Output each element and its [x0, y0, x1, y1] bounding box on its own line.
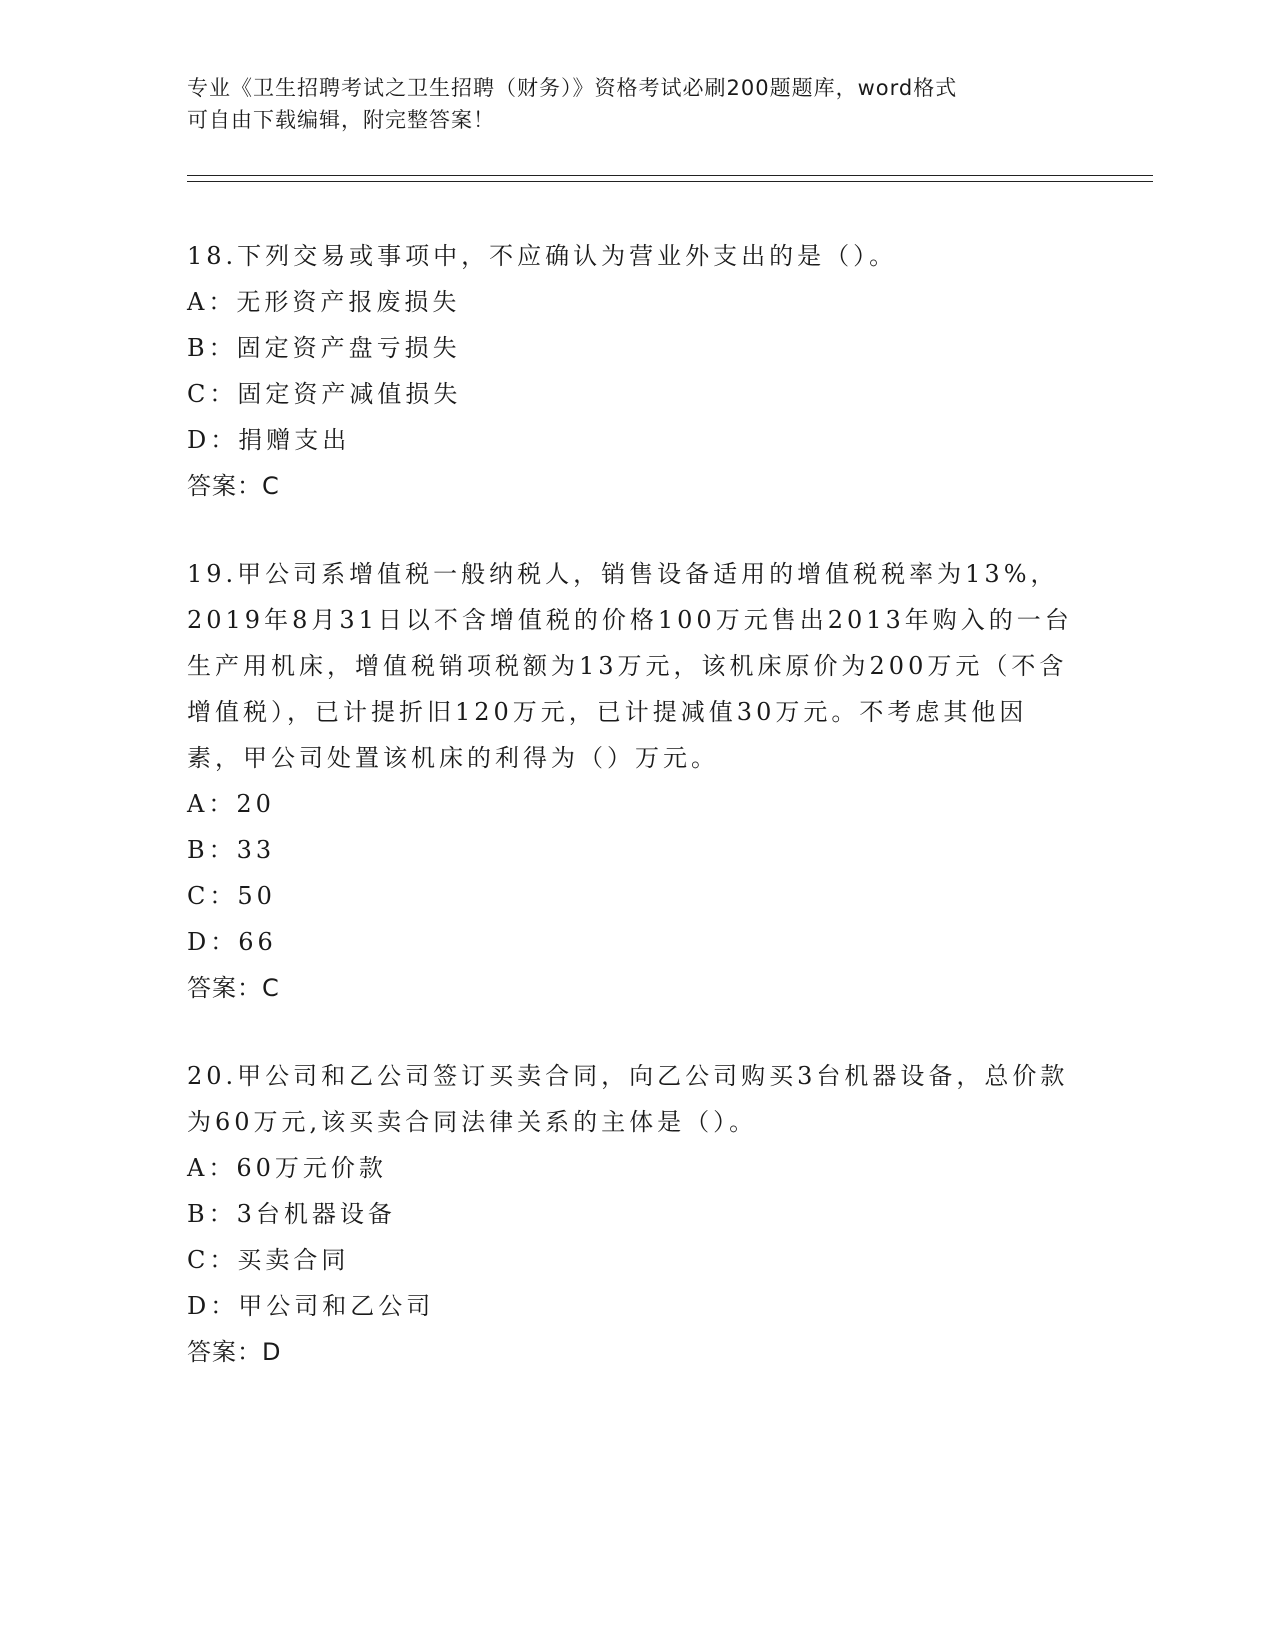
header-line-2: 可自由下载编辑，附完整答案！	[187, 108, 495, 132]
option-b: B：3台机器设备	[187, 1200, 396, 1228]
option-a: A：60万元价款	[187, 1154, 387, 1182]
option-a: A：20	[187, 790, 275, 818]
header-line-1: 专业《卫生招聘考试之卫生招聘（财务）》资格考试必刷200题题库，word格式	[187, 76, 958, 100]
question-stem: 18.下列交易或事项中，不应确认为营业外支出的是（）。	[187, 242, 898, 270]
option-d: D：捐赠支出	[187, 426, 351, 454]
document-header	[187, 72, 1087, 136]
question-stem: 19.甲公司系增值税一般纳税人，销售设备适用的增值税税率为13%，2019年8月31日以不含增值税的价格100万元售出2013年购入的一台生产用机床，增值税销项税额为13万元，该机床原价为200万元（不含增值税），已计提折旧120万元，已计提减值30万元。不考虑其他因素，甲公司处置该机床的利得为（）万元。	[187, 560, 1073, 772]
option-b: B：33	[187, 836, 276, 864]
option-b: B：固定资产盘亏损失	[187, 334, 461, 362]
answer: 答案：D	[187, 1338, 282, 1366]
question-20	[187, 1053, 1077, 1375]
option-c: C：50	[187, 882, 276, 910]
question-18	[187, 233, 1077, 509]
option-d: D：甲公司和乙公司	[187, 1292, 435, 1320]
option-a: A：无形资产报废损失	[187, 288, 461, 316]
header-divider-top	[187, 175, 1153, 176]
option-c: C：买卖合同	[187, 1246, 350, 1274]
answer: 答案：C	[187, 974, 280, 1002]
option-c: C：固定资产减值损失	[187, 380, 462, 408]
question-19	[187, 551, 1077, 1011]
header-divider-bottom	[187, 181, 1153, 182]
option-d: D：66	[187, 928, 277, 956]
question-stem: 20.甲公司和乙公司签订买卖合同，向乙公司购买3台机器设备，总价款为60万元,该买卖合同法律关系的主体是（）。	[187, 1062, 1069, 1136]
answer: 答案：C	[187, 472, 280, 500]
